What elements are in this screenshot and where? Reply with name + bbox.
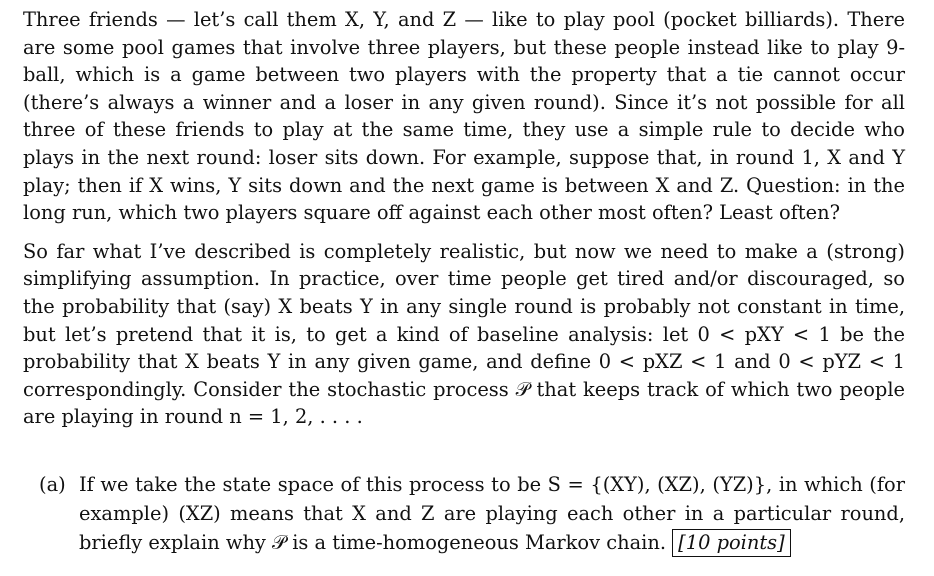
document-page bbox=[23, 6, 905, 557]
part-a-text: If we take the state space of this process to be S = {(XY), (XZ), (YZ)}, in which (for example) (XZ) means that X and Z are playing each other in a particular round, briefly explain why 𝒫 is a time-homogeneous Markov chain. bbox=[79, 472, 905, 554]
points-box: [10 points] bbox=[672, 529, 791, 557]
part-a-body bbox=[79, 470, 905, 557]
part-a-marker: (a) bbox=[39, 472, 66, 496]
question-part-a bbox=[23, 470, 905, 557]
paragraph-assumption: So far what I’ve described is completely realistic, but now we need to make a (strong) simplifying assumption. In practice, over time people get tired and/or discouraged, so the probability that (say) X beats Y in any single round is probably not constant in time, but let’s pretend that it is, to get a kind of baseline analysis: let 0 < pXY < 1 be the probability that X beats Y in any given game, and define 0 < pXZ < 1 and 0 < pYZ < 1 correspondingly. Consider the stochastic process 𝒫 that keeps track of which two people are playing in round n = 1, 2, . . . . bbox=[23, 239, 905, 429]
paragraph-problem-setup: Three friends — let’s call them X, Y, and Z — like to play pool (pocket billiards). There are some pool games that involve three players, but these people instead like to play 9-ball, which is a game between two players with the property that a tie cannot occur (there’s always a winner and a loser in any given round). Since it’s not possible for all three of these friends to play at the same time, they use a simple rule to decide who plays in the next round: loser sits down. For example, suppose that, in round 1, X and Y play; then if X wins, Y sits down and the next game is between X and Z. Question: in the long run, which two players square off against each other most often? Least often? bbox=[23, 8, 905, 225]
